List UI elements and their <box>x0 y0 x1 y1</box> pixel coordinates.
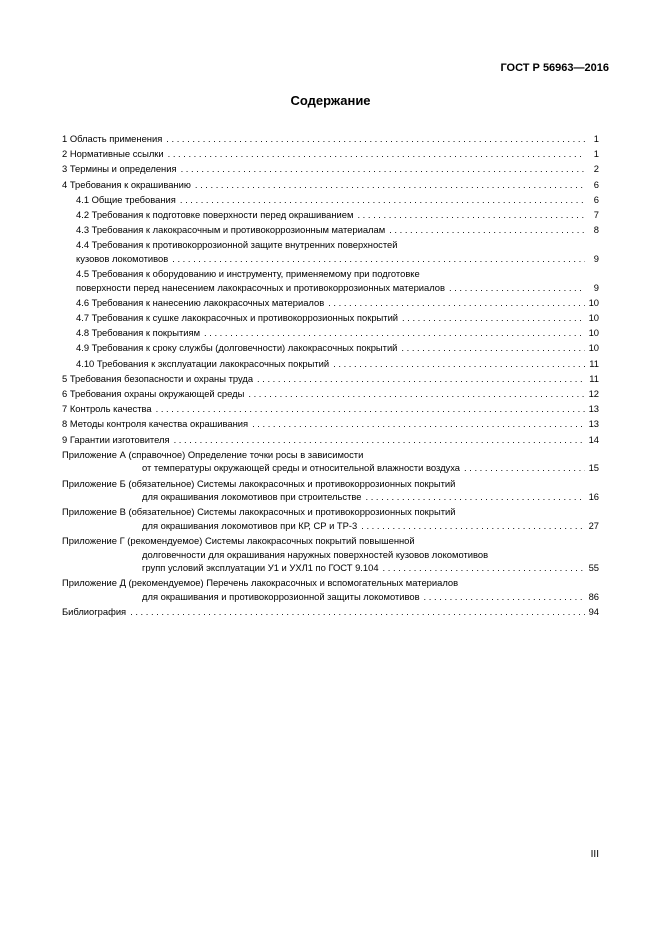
page-title: Содержание <box>290 93 371 108</box>
table-of-contents <box>62 132 599 620</box>
toc-entry <box>62 605 599 619</box>
toc-entry <box>62 238 599 265</box>
toc-entry <box>62 193 599 207</box>
toc-leader-dots <box>195 178 585 192</box>
toc-entry-page: 1 <box>593 148 599 160</box>
toc-leader-dots <box>357 208 585 222</box>
toc-leader-dots <box>166 132 585 146</box>
toc-entry-text: 4.3 Требования к лакокрасочным и противокоррозионным материалам <box>76 224 386 236</box>
toc-entry <box>62 357 599 371</box>
toc-entry-page: 12 <box>588 388 599 399</box>
toc-entry-text: 6 Требования охраны окружающей среды <box>62 388 245 399</box>
toc-entry-page: 10 <box>588 296 599 308</box>
page-number: III <box>590 849 599 860</box>
toc-entry-page: 14 <box>588 433 599 445</box>
toc-entry-text: поверхности перед нанесением лакокрасочных и противокоррозионных материалов <box>76 281 446 293</box>
toc-entry-text: 4.2 Требования к подготовке поверхности перед окрашиванием <box>76 208 354 220</box>
toc-leader-dots <box>174 433 585 447</box>
toc-leader-dots <box>257 372 585 386</box>
toc-leader-dots <box>361 519 584 533</box>
toc-leader-dots <box>156 402 585 416</box>
toc-entry-text: долговечности для окрашивания наружных поверхностей кузовов локомотивов <box>142 548 489 560</box>
toc-entry-page: 2 <box>593 163 599 175</box>
toc-leader-dots <box>180 193 585 207</box>
toc-entry-text: для окрашивания и противокоррозионной защиты локомотивов <box>142 591 420 603</box>
toc-leader-dots <box>424 590 585 604</box>
toc-entry-text: 4 Требования к окрашиванию <box>62 178 191 190</box>
toc-leader-dots <box>383 561 585 575</box>
toc-entry-text: Приложение А (справочное) Определение точки росы в зависимости <box>62 448 364 460</box>
toc-entry-page: 10 <box>588 327 599 339</box>
toc-entry-page: 9 <box>593 281 599 293</box>
toc-entry-text: кузовов локомотивов <box>76 252 169 264</box>
toc-entry-page: 16 <box>588 491 599 503</box>
toc-entry <box>62 448 599 475</box>
toc-entry-page: 11 <box>589 372 599 384</box>
toc-leader-dots <box>365 490 584 504</box>
toc-leader-dots <box>172 252 585 266</box>
toc-entry-page: 8 <box>593 224 599 236</box>
toc-entry-text: для окрашивания локомотивов при строительстве <box>142 491 362 503</box>
toc-entry-text: 9 Гарантии изготовителя <box>62 433 170 445</box>
toc-entry-text: от температуры окружающей среды и относительной влажности воздуха <box>142 462 461 474</box>
toc-leader-dots <box>389 223 585 237</box>
toc-entry-text: Приложение В (обязательное) Системы лакокрасочных и противокоррозионных покрытий <box>62 506 456 518</box>
toc-leader-dots <box>181 162 585 176</box>
toc-entry-text: 4.10 Требования к эксплуатации лакокрасочных покрытий <box>76 357 330 369</box>
toc-entry <box>62 477 599 504</box>
toc-leader-dots <box>449 281 585 295</box>
toc-leader-dots <box>464 461 585 475</box>
toc-entry-text: Приложение Г (рекомендуемое) Системы лакокрасочных покрытий повышенной <box>62 535 415 547</box>
toc-entry-page: 13 <box>588 418 599 430</box>
toc-leader-dots <box>130 605 584 619</box>
toc-entry-text: 3 Термины и определения <box>62 163 177 175</box>
toc-entry <box>62 178 599 192</box>
document-header-standard: ГОСТ Р 56963—2016 <box>500 62 609 74</box>
toc-entry-page: 11 <box>589 357 599 369</box>
toc-entry-page: 7 <box>593 208 599 220</box>
toc-entry-page: 94 <box>588 606 599 618</box>
toc-entry-text: 1 Область применения <box>62 133 163 144</box>
toc-leader-dots <box>252 417 584 431</box>
toc-entry-text: Приложение Б (обязательное) Системы лакокрасочных и противокоррозионных покрытий <box>62 477 456 489</box>
toc-entry-text: 7 Контроль качества <box>62 403 152 415</box>
toc-entry-page: 55 <box>588 562 599 574</box>
toc-entry-text: 4.5 Требования к оборудованию и инструменту, применяемому при подготовке <box>76 268 420 280</box>
toc-entry-page: 15 <box>588 462 599 474</box>
toc-leader-dots <box>402 311 585 325</box>
toc-entry-page: 1 <box>593 133 599 144</box>
toc-entry-text: 4.6 Требования к нанесению лакокрасочных материалов <box>76 296 325 308</box>
toc-entry <box>62 341 599 355</box>
toc-entry-text: групп условий эксплуатации У1 и УХЛ1 по ГОСТ 9.104 <box>142 562 379 574</box>
toc-entry <box>62 223 599 237</box>
toc-entry-page: 6 <box>593 178 599 190</box>
toc-leader-dots <box>204 326 585 340</box>
toc-entry <box>62 296 599 310</box>
toc-leader-dots <box>248 387 584 401</box>
toc-entry-text: 8 Методы контроля качества окрашивания <box>62 418 249 430</box>
toc-entry <box>62 387 599 401</box>
toc-entry <box>62 417 599 431</box>
toc-entry <box>62 534 599 575</box>
toc-entry <box>62 402 599 416</box>
toc-entry-text: для окрашивания локомотивов при КР, СР и ТР-3 <box>142 519 358 531</box>
toc-entry-text: 5 Требования безопасности и охраны труда <box>62 372 254 384</box>
toc-entry-text: 4.7 Требования к сушке лакокрасочных и противокоррозионных покрытий <box>76 312 399 324</box>
toc-entry-text: 4.9 Требования к сроку службы (долговечности) лакокрасочных покрытий <box>76 342 398 354</box>
toc-leader-dots <box>328 296 584 310</box>
toc-entry-text: 2 Нормативные ссылки <box>62 148 164 160</box>
toc-entry-page: 9 <box>593 252 599 264</box>
toc-entry-text: 4.4 Требования к противокоррозионной защите внутренних поверхностей <box>76 239 398 251</box>
toc-entry <box>62 162 599 176</box>
toc-entry-page: 10 <box>588 312 599 324</box>
toc-entry-text: 4.1 Общие требования <box>76 193 176 205</box>
toc-entry <box>62 132 599 146</box>
toc-leader-dots <box>168 147 585 161</box>
toc-entry <box>62 505 599 532</box>
toc-entry-text: Библиография <box>62 606 127 618</box>
toc-entry-page: 13 <box>588 403 599 415</box>
toc-leader-dots <box>333 357 585 371</box>
toc-entry <box>62 326 599 340</box>
toc-entry-page: 6 <box>593 193 599 205</box>
toc-entry <box>62 311 599 325</box>
toc-entry-text: Приложение Д (рекомендуемое) Перечень лакокрасочных и вспомогательных материалов <box>62 577 459 589</box>
toc-entry <box>62 433 599 447</box>
toc-entry-page: 10 <box>588 342 599 354</box>
toc-entry <box>62 267 599 294</box>
toc-entry-page: 27 <box>588 519 599 531</box>
toc-entry <box>62 208 599 222</box>
toc-entry <box>62 147 599 161</box>
toc-leader-dots <box>401 341 584 355</box>
toc-entry-page: 86 <box>588 591 599 603</box>
toc-entry <box>62 372 599 386</box>
toc-entry <box>62 576 599 603</box>
toc-entry-text: 4.8 Требования к покрытиям <box>76 327 201 339</box>
